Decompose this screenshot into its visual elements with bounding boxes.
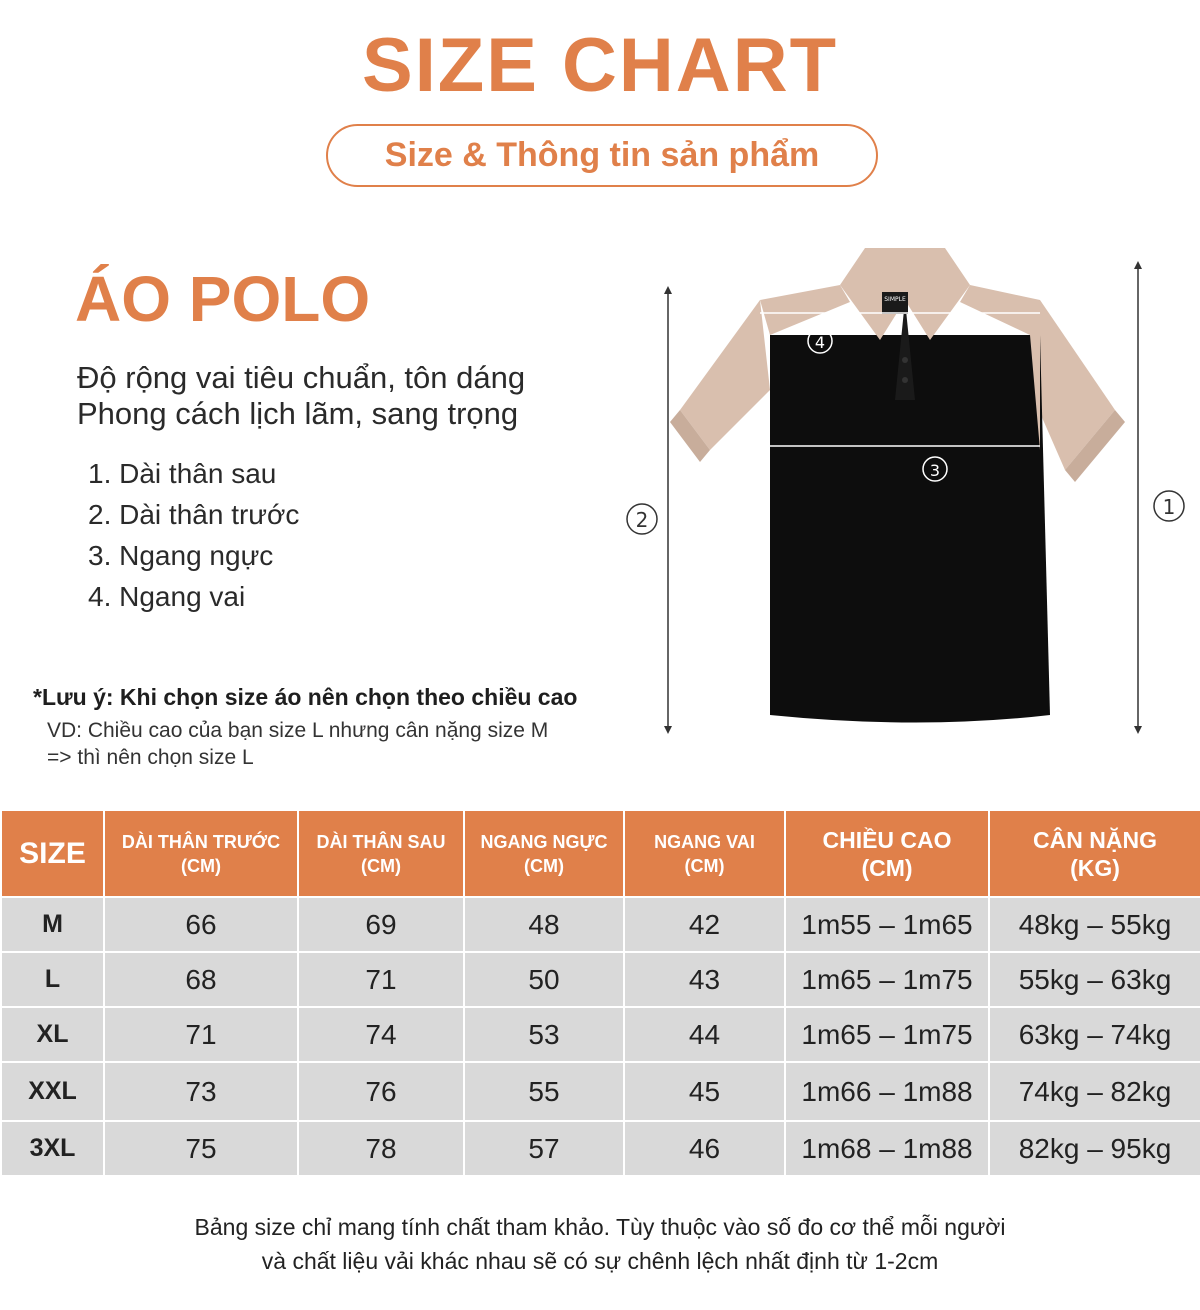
table-cell: 55 (464, 1062, 624, 1121)
col-header-size: SIZE (1, 810, 104, 897)
product-desc-line: Phong cách lịch lãm, sang trọng (77, 396, 519, 431)
left-shoulder-panel (760, 285, 850, 335)
table-cell: 55kg – 63kg (989, 952, 1200, 1007)
table-cell: 44 (624, 1007, 785, 1062)
table-cell: 66 (104, 897, 298, 952)
measurement-list (88, 455, 299, 619)
table-cell: 46 (624, 1121, 785, 1176)
polo-shirt-illustration (620, 240, 1200, 770)
example-line: => thì nên chọn size L (47, 746, 254, 769)
table-row (1, 1121, 1200, 1176)
size-cell: M (1, 897, 104, 952)
table-row (1, 1007, 1200, 1062)
measurement-item: 2. Dài thân trước (88, 499, 300, 530)
table-cell: 1m66 – 1m88 (785, 1062, 989, 1121)
table-cell: 1m55 – 1m65 (785, 897, 989, 952)
size-table (0, 809, 1200, 1177)
marker-4: 4 (814, 333, 826, 352)
footer-note: và chất liệu vải khác nhau sẽ có sự chênh lệch nhất định từ 1-2cm (261, 1248, 939, 1274)
product-name: ÁO POLO (75, 263, 371, 335)
table-cell: 76 (298, 1062, 464, 1121)
col-header-back-length: DÀI THÂN SAU (CM) (298, 810, 464, 897)
table-cell: 48kg – 55kg (989, 897, 1200, 952)
table-row (1, 897, 1200, 952)
table-cell: 68 (104, 952, 298, 1007)
table-cell: 63kg – 74kg (989, 1007, 1200, 1062)
table-cell: 1m68 – 1m88 (785, 1121, 989, 1176)
marker-2: 2 (635, 508, 649, 532)
table-cell: 69 (298, 897, 464, 952)
table-header-row (1, 810, 1200, 897)
marker-1: 1 (1162, 495, 1176, 519)
brand-text: SIMPLE (884, 296, 906, 303)
table-cell: 50 (464, 952, 624, 1007)
table-cell: 42 (624, 897, 785, 952)
table-cell: 71 (104, 1007, 298, 1062)
size-note: *Lưu ý: Khi chọn size áo nên chọn theo chiều cao (33, 684, 578, 710)
table-cell: 71 (298, 952, 464, 1007)
table-row (1, 1062, 1200, 1121)
footer-note: Bảng size chỉ mang tính chất tham khảo. Tùy thuộc vào số đo cơ thể mỗi người (194, 1214, 1006, 1240)
button (902, 357, 908, 363)
left-sleeve (680, 300, 770, 450)
table-cell: 1m65 – 1m75 (785, 952, 989, 1007)
marker-3: 3 (929, 461, 941, 480)
table-cell: 48 (464, 897, 624, 952)
product-desc-line: Độ rộng vai tiêu chuẩn, tôn dáng (77, 360, 526, 395)
button (902, 377, 908, 383)
table-cell: 1m65 – 1m75 (785, 1007, 989, 1062)
table-cell: 82kg – 95kg (989, 1121, 1200, 1176)
example-line: VD: Chiều cao của bạn size L nhưng cân nặng size M (47, 719, 549, 742)
measurement-item: 3. Ngang ngực (88, 540, 274, 571)
col-header-height: CHIỀU CAO (CM) (785, 810, 989, 897)
col-header-weight: CÂN NẶNG (KG) (989, 810, 1200, 897)
page-title: SIZE CHART (362, 23, 838, 108)
table-cell: 45 (624, 1062, 785, 1121)
size-cell: XXL (1, 1062, 104, 1121)
table-cell: 57 (464, 1121, 624, 1176)
table-cell: 43 (624, 952, 785, 1007)
table-row (1, 952, 1200, 1007)
table-cell: 74 (298, 1007, 464, 1062)
size-cell: L (1, 952, 104, 1007)
table-cell: 75 (104, 1121, 298, 1176)
col-header-front-length: DÀI THÂN TRƯỚC (CM) (104, 810, 298, 897)
table-cell: 74kg – 82kg (989, 1062, 1200, 1121)
col-header-shoulder: NGANG VAI (CM) (624, 810, 785, 897)
table-cell: 78 (298, 1121, 464, 1176)
polo-diagram (620, 240, 1200, 770)
subtitle-badge: Size & Thông tin sản phẩm (326, 124, 878, 187)
measurement-item: 1. Dài thân sau (88, 458, 277, 489)
col-header-chest: NGANG NGỰC (CM) (464, 810, 624, 897)
size-cell: 3XL (1, 1121, 104, 1176)
size-cell: XL (1, 1007, 104, 1062)
table-cell: 53 (464, 1007, 624, 1062)
table-cell: 73 (104, 1062, 298, 1121)
measurement-item: 4. Ngang vai (88, 581, 246, 612)
